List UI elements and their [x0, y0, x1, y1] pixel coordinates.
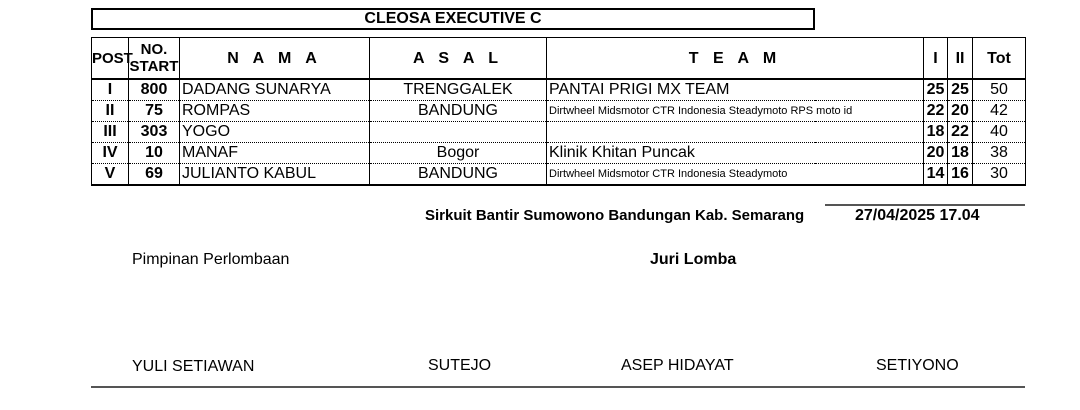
row-team: Klinik Khitan Puncak	[547, 143, 924, 164]
table-row	[92, 101, 1026, 122]
row-team: Dirtwheel Midsmotor CTR Indonesia Steadymoto RPS moto id	[547, 101, 924, 122]
row-asal: BANDUNG	[370, 164, 547, 186]
datetime-text: 27/04/2025 17.04	[855, 207, 980, 224]
venue-rule	[825, 204, 1025, 206]
row-nama: MANAF	[180, 143, 370, 164]
row-pos: IV	[92, 143, 129, 164]
table-row	[92, 143, 1026, 164]
row-team	[547, 122, 924, 143]
results-table	[91, 37, 1026, 186]
row-total: 42	[973, 101, 1026, 122]
row-asal: Bogor	[370, 143, 547, 164]
race-director-label: Pimpinan Perlombaan	[132, 251, 290, 268]
row-total: 50	[973, 79, 1026, 101]
row-asal: TRENGGALEK	[370, 79, 547, 101]
table-row	[92, 79, 1026, 101]
header-no-start: NO. START	[129, 38, 180, 80]
header-total: Tot	[973, 38, 1026, 80]
row-no-start: 800	[129, 79, 180, 101]
jury-label: Juri Lomba	[650, 251, 737, 268]
row-asal	[370, 122, 547, 143]
row-nama: JULIANTO KABUL	[180, 164, 370, 186]
row-nama: DADANG SUNARYA	[180, 79, 370, 101]
header-round-2: II	[948, 38, 973, 80]
row-round-1: 20	[924, 143, 948, 164]
header-team: T E A M	[547, 38, 924, 80]
bottom-rule	[91, 386, 1025, 388]
row-team: PANTAI PRIGI MX TEAM	[547, 79, 924, 101]
signatory-name: SETIYONO	[876, 357, 959, 374]
event-title: CLEOSA EXECUTIVE C	[91, 8, 815, 30]
header-nama: N A M A	[180, 38, 370, 80]
table-row	[92, 122, 1026, 143]
row-round-2: 22	[948, 122, 973, 143]
row-no-start: 69	[129, 164, 180, 186]
header-asal: A S A L	[370, 38, 547, 80]
row-no-start: 303	[129, 122, 180, 143]
row-no-start: 10	[129, 143, 180, 164]
table-row	[92, 164, 1026, 186]
row-round-1: 25	[924, 79, 948, 101]
row-round-2: 16	[948, 164, 973, 186]
row-round-2: 18	[948, 143, 973, 164]
row-no-start: 75	[129, 101, 180, 122]
row-pos: II	[92, 101, 129, 122]
row-asal: BANDUNG	[370, 101, 547, 122]
row-nama: YOGO	[180, 122, 370, 143]
row-round-1: 18	[924, 122, 948, 143]
signatory-name: YULI SETIAWAN	[132, 358, 255, 375]
row-total: 30	[973, 164, 1026, 186]
row-round-1: 22	[924, 101, 948, 122]
header-pos: POST	[92, 38, 129, 80]
row-round-2: 20	[948, 101, 973, 122]
table-header-row	[92, 38, 1026, 80]
row-total: 38	[973, 143, 1026, 164]
row-nama: ROMPAS	[180, 101, 370, 122]
row-total: 40	[973, 122, 1026, 143]
venue-text: Sirkuit Bantir Sumowono Bandungan Kab. Semarang	[425, 207, 805, 224]
signatory-name: ASEP HIDAYAT	[621, 357, 734, 374]
signatory-name: SUTEJO	[428, 357, 492, 374]
row-round-1: 14	[924, 164, 948, 186]
row-pos: I	[92, 79, 129, 101]
row-team: Dirtwheel Midsmotor CTR Indonesia Steadymoto	[547, 164, 924, 186]
row-pos: III	[92, 122, 129, 143]
row-pos: V	[92, 164, 129, 186]
row-round-2: 25	[948, 79, 973, 101]
header-round-1: I	[924, 38, 948, 80]
